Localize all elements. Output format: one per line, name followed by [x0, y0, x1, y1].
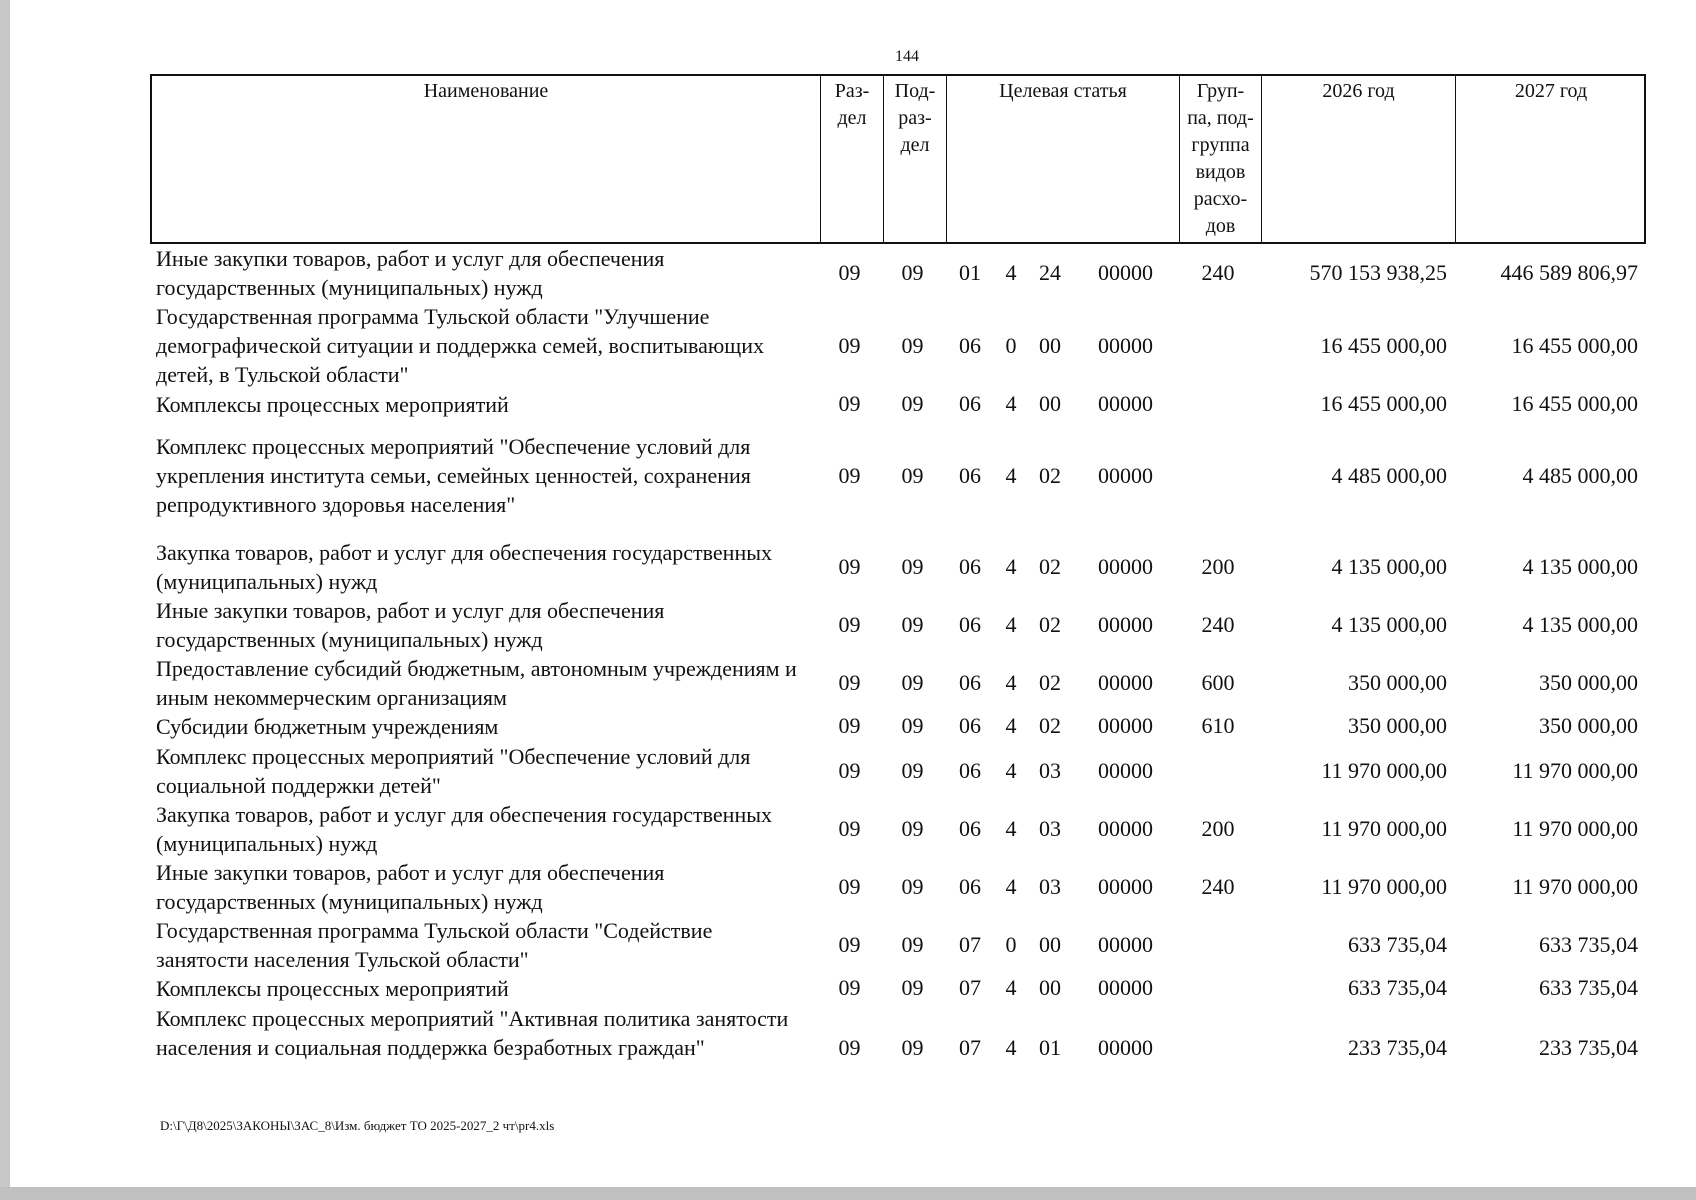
row-cs-type: 0: [1005, 333, 1017, 358]
row-cs-type: 4: [1005, 260, 1017, 285]
row-name: Иные закупки товаров, работ и услуг для обеспечения государственных (муниципальных) нужд: [156, 598, 665, 652]
row-cs-structure: 02: [1039, 463, 1061, 488]
row-podrazdel: 09: [901, 932, 924, 957]
row-value-2027: 633 735,04: [1539, 975, 1638, 1000]
row-cs-type: 4: [1005, 874, 1017, 899]
row-razdel: 09: [838, 874, 861, 899]
row-podrazdel: 09: [901, 1035, 924, 1060]
row-name: Государственная программа Тульской области "Содействие занятости населения Тульской области": [156, 918, 713, 972]
row-value-2026: 16 455 000,00: [1320, 391, 1447, 416]
row-name: Комплекс процессных мероприятий "Обеспечение условий для социальной поддержки детей": [156, 744, 751, 798]
row-cs-structure: 00: [1039, 975, 1061, 1000]
row-value-2026: 633 735,04: [1348, 932, 1447, 957]
row-cs-type: 4: [1005, 1035, 1017, 1060]
row-podrazdel: 09: [901, 758, 924, 783]
row-podrazdel: 09: [901, 670, 924, 695]
row-cs-program: 06: [959, 391, 981, 416]
row-cs-program: 06: [959, 670, 981, 695]
row-razdel: 09: [838, 713, 861, 738]
row-razdel: 09: [838, 333, 861, 358]
row-name: Государственная программа Тульской области "Улучшение демографической ситуации и поддержка семей, воспитывающих детей, в Тульской области": [156, 304, 764, 387]
row-podrazdel: 09: [901, 333, 924, 358]
row-razdel: 09: [838, 816, 861, 841]
row-name: Иные закупки товаров, работ и услуг для обеспечения государственных (муниципальных) нужд: [156, 860, 665, 914]
row-podrazdel: 09: [901, 612, 924, 637]
row-cs-type: 4: [1005, 758, 1017, 783]
row-cs-program: 06: [959, 463, 981, 488]
row-razdel: 09: [838, 554, 861, 579]
row-cs-structure: 02: [1039, 670, 1061, 695]
row-gruppa: 240: [1201, 612, 1235, 637]
row-cs-program: 06: [959, 612, 981, 637]
row-razdel: 09: [838, 975, 861, 1000]
row-value-2027: 16 455 000,00: [1511, 333, 1638, 358]
row-cs-direction: 00000: [1098, 874, 1153, 899]
row-cs-direction: 00000: [1098, 260, 1153, 285]
row-value-2026: 350 000,00: [1348, 713, 1447, 738]
row-podrazdel: 09: [901, 554, 924, 579]
row-value-2027: 4 485 000,00: [1522, 463, 1638, 488]
row-cs-structure: 01: [1039, 1035, 1061, 1060]
row-razdel: 09: [838, 1035, 861, 1060]
row-name: Закупка товаров, работ и услуг для обеспечения государственных (муниципальных) нужд: [156, 540, 773, 594]
row-podrazdel: 09: [901, 874, 924, 899]
row-podrazdel: 09: [901, 975, 924, 1000]
row-value-2026: 16 455 000,00: [1320, 333, 1447, 358]
row-value-2027: 16 455 000,00: [1511, 391, 1638, 416]
row-name: Комплекс процессных мероприятий "Обеспечение условий для укрепления института семьи, семейных ценностей, сохранения репродуктивного здоровья населения": [156, 434, 751, 517]
row-cs-type: 4: [1005, 391, 1017, 416]
row-cs-direction: 00000: [1098, 554, 1153, 579]
row-gruppa: 610: [1201, 713, 1235, 738]
footer-file-path: D:\Г\Д8\2025\ЗАКОНЫ\ЗАС_8\Изм. бюджет ТО 2025-2027_2 чт\pr4.xls: [160, 1118, 555, 1133]
row-cs-direction: 00000: [1098, 758, 1153, 783]
row-cs-structure: 02: [1039, 713, 1061, 738]
row-cs-type: 4: [1005, 975, 1017, 1000]
row-razdel: 09: [838, 932, 861, 957]
row-podrazdel: 09: [901, 713, 924, 738]
row-value-2027: 4 135 000,00: [1522, 554, 1638, 579]
row-cs-direction: 00000: [1098, 816, 1153, 841]
row-value-2026: 570 153 938,25: [1309, 260, 1447, 285]
row-cs-type: 4: [1005, 612, 1017, 637]
row-razdel: 09: [838, 758, 861, 783]
row-cs-direction: 00000: [1098, 1035, 1153, 1060]
row-razdel: 09: [838, 391, 861, 416]
row-value-2026: 633 735,04: [1348, 975, 1447, 1000]
row-value-2027: 11 970 000,00: [1512, 758, 1638, 783]
row-gruppa: 200: [1201, 554, 1235, 579]
row-razdel: 09: [838, 612, 861, 637]
row-podrazdel: 09: [901, 391, 924, 416]
row-cs-direction: 00000: [1098, 932, 1153, 957]
row-value-2026: 4 135 000,00: [1331, 612, 1447, 637]
row-cs-program: 06: [959, 333, 981, 358]
row-cs-type: 4: [1005, 554, 1017, 579]
row-cs-type: 4: [1005, 463, 1017, 488]
row-podrazdel: 09: [901, 260, 924, 285]
row-cs-structure: 00: [1039, 932, 1061, 957]
row-name: Закупка товаров, работ и услуг для обеспечения государственных (муниципальных) нужд: [156, 802, 773, 856]
page-number: 144: [895, 48, 919, 65]
row-cs-program: 07: [959, 1035, 981, 1060]
row-razdel: 09: [838, 260, 861, 285]
row-value-2027: 4 135 000,00: [1522, 612, 1638, 637]
header-razdel: Раз- дел: [820, 76, 883, 242]
row-cs-structure: 02: [1039, 554, 1061, 579]
row-cs-structure: 03: [1039, 816, 1061, 841]
row-cs-structure: 00: [1039, 333, 1061, 358]
header-2026: 2026 год: [1261, 76, 1455, 242]
row-cs-direction: 00000: [1098, 391, 1153, 416]
row-cs-structure: 24: [1039, 260, 1061, 285]
row-cs-structure: 03: [1039, 758, 1061, 783]
row-value-2027: 633 735,04: [1539, 932, 1638, 957]
row-value-2027: 233 735,04: [1539, 1035, 1638, 1060]
row-cs-program: 06: [959, 758, 981, 783]
row-cs-type: 0: [1005, 932, 1017, 957]
row-cs-direction: 00000: [1098, 333, 1153, 358]
row-cs-direction: 00000: [1098, 975, 1153, 1000]
row-cs-program: 06: [959, 816, 981, 841]
row-gruppa: 200: [1201, 816, 1235, 841]
row-podrazdel: 09: [901, 463, 924, 488]
row-podrazdel: 09: [901, 816, 924, 841]
row-value-2027: 11 970 000,00: [1512, 874, 1638, 899]
header-podrazdel: Под- раз- дел: [883, 76, 946, 242]
row-cs-direction: 00000: [1098, 670, 1153, 695]
header-2027: 2027 год: [1455, 76, 1646, 242]
header-gruppa: Груп- па, под- группа видов расхо- дов: [1179, 76, 1261, 242]
scan-edge-left: [0, 0, 10, 1200]
row-name: Комплексы процессных мероприятий: [156, 392, 509, 417]
row-name: Иные закупки товаров, работ и услуг для обеспечения государственных (муниципальных) нужд: [156, 246, 665, 300]
row-value-2027: 350 000,00: [1539, 713, 1638, 738]
row-gruppa: 240: [1201, 260, 1235, 285]
row-cs-structure: 02: [1039, 612, 1061, 637]
row-cs-direction: 00000: [1098, 713, 1153, 738]
row-value-2026: 4 485 000,00: [1331, 463, 1447, 488]
header-name: Наименование: [423, 80, 549, 102]
row-cs-structure: 00: [1039, 391, 1061, 416]
row-value-2027: 350 000,00: [1539, 670, 1638, 695]
row-cs-program: 07: [959, 975, 981, 1000]
row-value-2026: 11 970 000,00: [1321, 816, 1447, 841]
row-value-2026: 4 135 000,00: [1331, 554, 1447, 579]
header-celevaya-statya: Целевая статья: [946, 76, 1179, 242]
table-header: [150, 74, 1646, 244]
row-razdel: 09: [838, 670, 861, 695]
row-value-2026: 11 970 000,00: [1321, 758, 1447, 783]
row-cs-program: 06: [959, 554, 981, 579]
row-cs-program: 01: [959, 260, 981, 285]
row-name: Комплексы процессных мероприятий: [156, 976, 509, 1001]
row-cs-program: 07: [959, 932, 981, 957]
row-name: Субсидии бюджетным учреждениям: [156, 714, 499, 739]
row-value-2026: 233 735,04: [1348, 1035, 1447, 1060]
row-gruppa: 600: [1201, 670, 1235, 695]
row-name: Предоставление субсидий бюджетным, автономным учреждениям и иным некоммерческим организациям: [156, 656, 797, 710]
row-value-2027: 446 589 806,97: [1500, 260, 1638, 285]
row-name: Комплекс процессных мероприятий "Активная политика занятости населения и социальная поддержка безработных граждан": [156, 1006, 789, 1060]
row-value-2026: 11 970 000,00: [1321, 874, 1447, 899]
row-gruppa: 240: [1201, 874, 1235, 899]
row-cs-type: 4: [1005, 713, 1017, 738]
row-value-2027: 11 970 000,00: [1512, 816, 1638, 841]
row-cs-type: 4: [1005, 670, 1017, 695]
scan-edge-bottom: [0, 1187, 1696, 1200]
row-cs-program: 06: [959, 713, 981, 738]
row-cs-structure: 03: [1039, 874, 1061, 899]
row-cs-direction: 00000: [1098, 463, 1153, 488]
row-value-2026: 350 000,00: [1348, 670, 1447, 695]
row-cs-program: 06: [959, 874, 981, 899]
row-razdel: 09: [838, 463, 861, 488]
row-cs-direction: 00000: [1098, 612, 1153, 637]
row-cs-type: 4: [1005, 816, 1017, 841]
